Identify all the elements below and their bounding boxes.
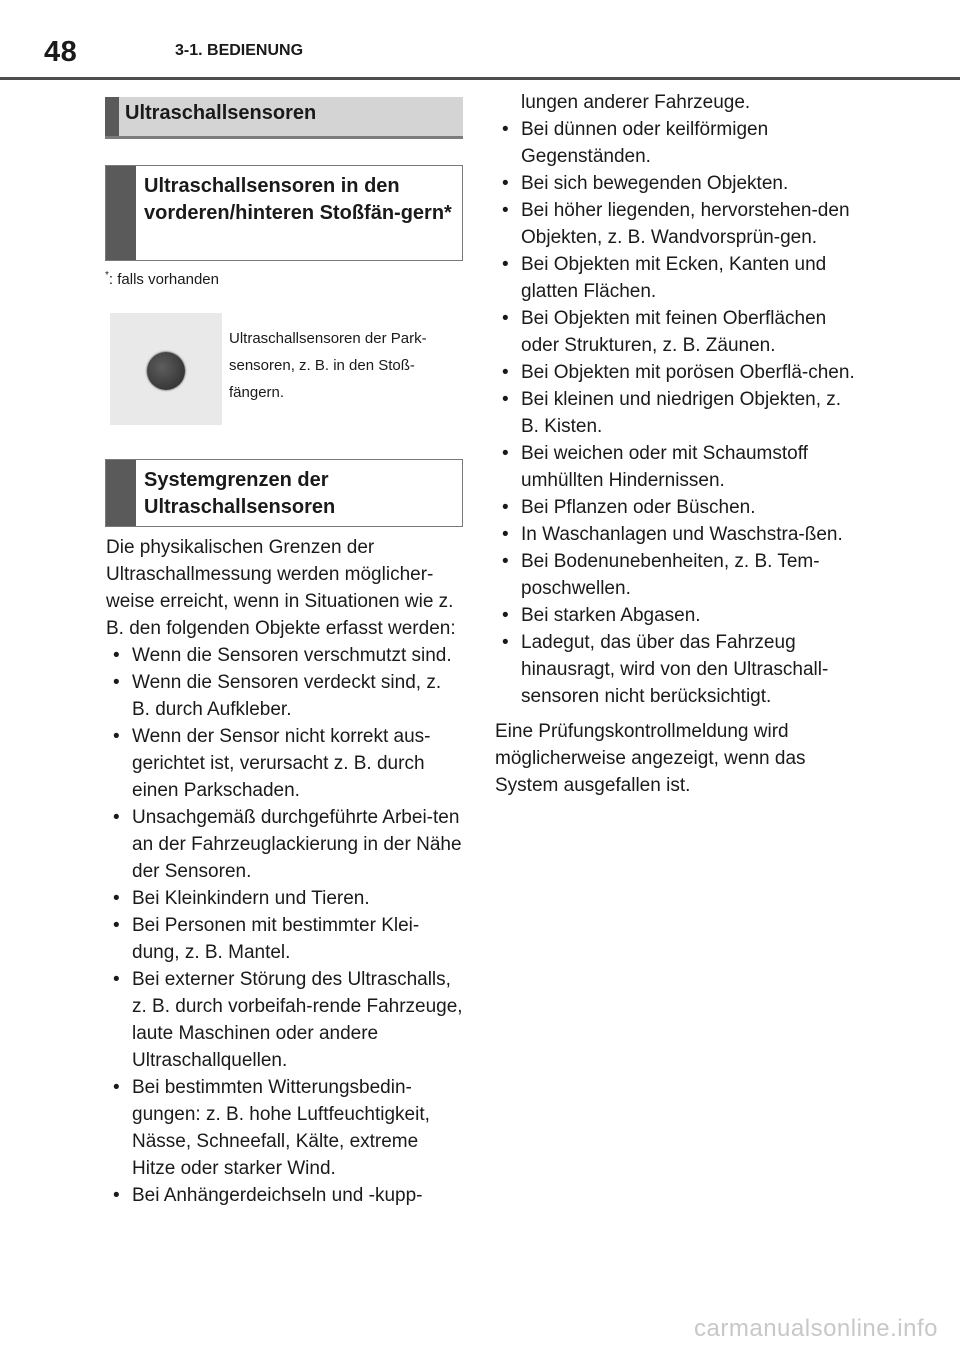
subheading-box-2 <box>105 459 463 527</box>
main-heading: Ultraschallsensoren <box>125 102 317 124</box>
list-item: • Unsachgemäß durchgeführte Arbei-ten an der Fahrzeuglackierung in der Nähe der Sensoren. <box>106 804 464 885</box>
list-item: • Wenn der Sensor nicht korrekt aus-gerichtet ist, verursacht z. B. durch einen Parkschaden. <box>106 723 464 804</box>
watermark: carmanualsonline.info <box>694 1315 938 1342</box>
section-header: 3-1. BEDIENUNG <box>175 42 304 59</box>
list-item: • Bei Objekten mit feinen Oberflächen oder Strukturen, z. B. Zäunen. <box>495 305 855 359</box>
list-item: • Bei Bodenunebenheiten, z. B. Tem-poschwellen. <box>495 548 855 602</box>
subheading-strip <box>106 460 136 526</box>
heading-accent <box>105 97 119 136</box>
list-item: • Bei Personen mit bestimmter Klei-dung, z. B. Mantel. <box>106 912 464 966</box>
left-column <box>106 534 464 1209</box>
list-item: • Wenn die Sensoren verdeckt sind, z. B. durch Aufkleber. <box>106 669 464 723</box>
list-item: • Bei Objekten mit porösen Oberflä-chen. <box>495 359 855 386</box>
sensor-icon <box>147 352 185 390</box>
list-item: • Bei weichen oder mit Schaumstoff umhüllten Hindernissen. <box>495 440 855 494</box>
header-rule <box>0 77 960 80</box>
list-item: • Bei Kleinkindern und Tieren. <box>106 885 464 912</box>
figure-caption: Ultraschallsensoren der Park-sensoren, z. B. in den Stoß-fängern. <box>229 330 427 401</box>
list-item-continuation: lungen anderer Fahrzeuge. <box>521 92 751 113</box>
list-item: • Bei Objekten mit Ecken, Kanten und glatten Flächen. <box>495 251 855 305</box>
footnote <box>105 270 219 288</box>
closing-paragraph: Eine Prüfungskontrollmeldung wird möglicherweise angezeigt, wenn das System ausgefallen ist. <box>495 721 806 796</box>
list-item: • Bei höher liegenden, hervorstehen-den Objekten, z. B. Wandvorsprün-gen. <box>495 197 855 251</box>
list-item: • Bei dünnen oder keilförmigen Gegenständen. <box>495 116 855 170</box>
list-item: • Bei bestimmten Witterungsbedin-gungen: z. B. hohe Luftfeuchtigkeit, Nässe, Schneefall, Kälte, extreme Hitze oder starker Wind. <box>106 1074 464 1182</box>
list-item: • Bei sich bewegenden Objekten. <box>495 170 855 197</box>
list-item: • Wenn die Sensoren verschmutzt sind. <box>106 642 464 669</box>
sensor-figure <box>110 313 222 425</box>
footnote-text: : falls vorhanden <box>108 271 219 288</box>
list-item: • Bei kleinen und niedrigen Objekten, z. B. Kisten. <box>495 386 855 440</box>
footnote-marker: * <box>105 270 109 281</box>
left-bullet-list <box>106 642 464 1209</box>
subheading-strip <box>106 166 136 260</box>
main-heading-bar <box>105 97 463 139</box>
list-item: • Bei Pflanzen oder Büschen. <box>495 494 855 521</box>
list-item: • In Waschanlagen und Waschstra-ßen. <box>495 521 855 548</box>
page-number: 48 <box>44 36 78 68</box>
right-column <box>495 89 855 799</box>
list-item: • Ladegut, das über das Fahrzeug hinausragt, wird von den Ultraschall-sensoren nicht berücksichtigt. <box>495 629 855 710</box>
subheading-1: Ultraschallsensoren in den vorderen/hinteren Stoßfän-gern* <box>144 175 452 224</box>
subheading-2: Systemgrenzen der Ultraschallsensoren <box>144 469 336 518</box>
subheading-box-1 <box>105 165 463 261</box>
intro-paragraph: Die physikalischen Grenzen der Ultraschallmessung werden möglicher-weise erreicht, wenn in Situationen wie z. B. den folgenden Objekte erfasst werden: <box>106 537 456 639</box>
list-item: • Bei Anhängerdeichseln und -kupp- <box>106 1182 464 1209</box>
right-bullet-list <box>495 89 855 710</box>
list-item: • Bei externer Störung des Ultraschalls, z. B. durch vorbeifah-rende Fahrzeuge, laute Maschinen oder andere Ultraschallquellen. <box>106 966 464 1074</box>
list-item: • Bei starken Abgasen. <box>495 602 855 629</box>
